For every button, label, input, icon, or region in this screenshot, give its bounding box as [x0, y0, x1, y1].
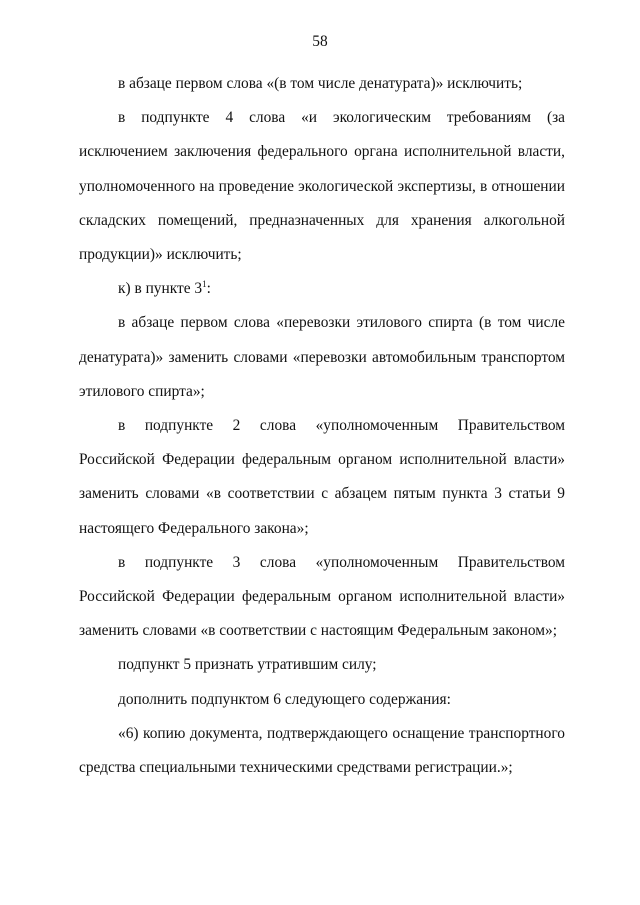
paragraph-3 — [79, 272, 565, 306]
paragraph-2: в подпункте 4 слова «и экологическим требованиям (за исключением заключения федерального органа исполнительной власти, уполномоченного на проведение экологической экспертизы, в отношении складских помещений, предназначенных для хранения алкогольной продукции)» исключить; — [79, 109, 565, 264]
page-number: 58 — [312, 33, 328, 50]
paragraph-5: в подпункте 2 слова «уполномоченным Правительством Российской Федерации федеральным органом исполнительной власти» заменить словами «в соответствии с абзацем пятым пункта 3 статьи 9 настоящего Федерального закона»; — [79, 417, 565, 537]
paragraph-7: подпункт 5 признать утратившим силу; — [118, 656, 377, 674]
paragraph-6: в подпункте 3 слова «уполномоченным Правительством Российской Федерации федеральным органом исполнительной власти» заменить словами «в соответствии с настоящим Федеральным законом»; — [79, 553, 565, 640]
document-body — [79, 67, 565, 785]
paragraph-9: «6) копию документа, подтверждающего оснащение транспортного средства специальными техническими средствами регистрации.»; — [79, 724, 565, 777]
paragraph-1: в абзаце первом слова «(в том числе денатурата)» исключить; — [118, 75, 523, 92]
paragraph-3-superscript: 1 — [202, 279, 207, 290]
paragraph-4: в абзаце первом слова «перевозки этилового спирта (в том числе денатурата)» заменить словами «перевозки автомобильным транспортом этилового спирта»; — [79, 314, 565, 400]
paragraph-8: дополнить подпунктом 6 следующего содержания: — [118, 690, 451, 708]
paragraph-3-colon: : — [206, 280, 211, 298]
paragraph-3-text: к) в пункте 3 — [118, 280, 203, 298]
